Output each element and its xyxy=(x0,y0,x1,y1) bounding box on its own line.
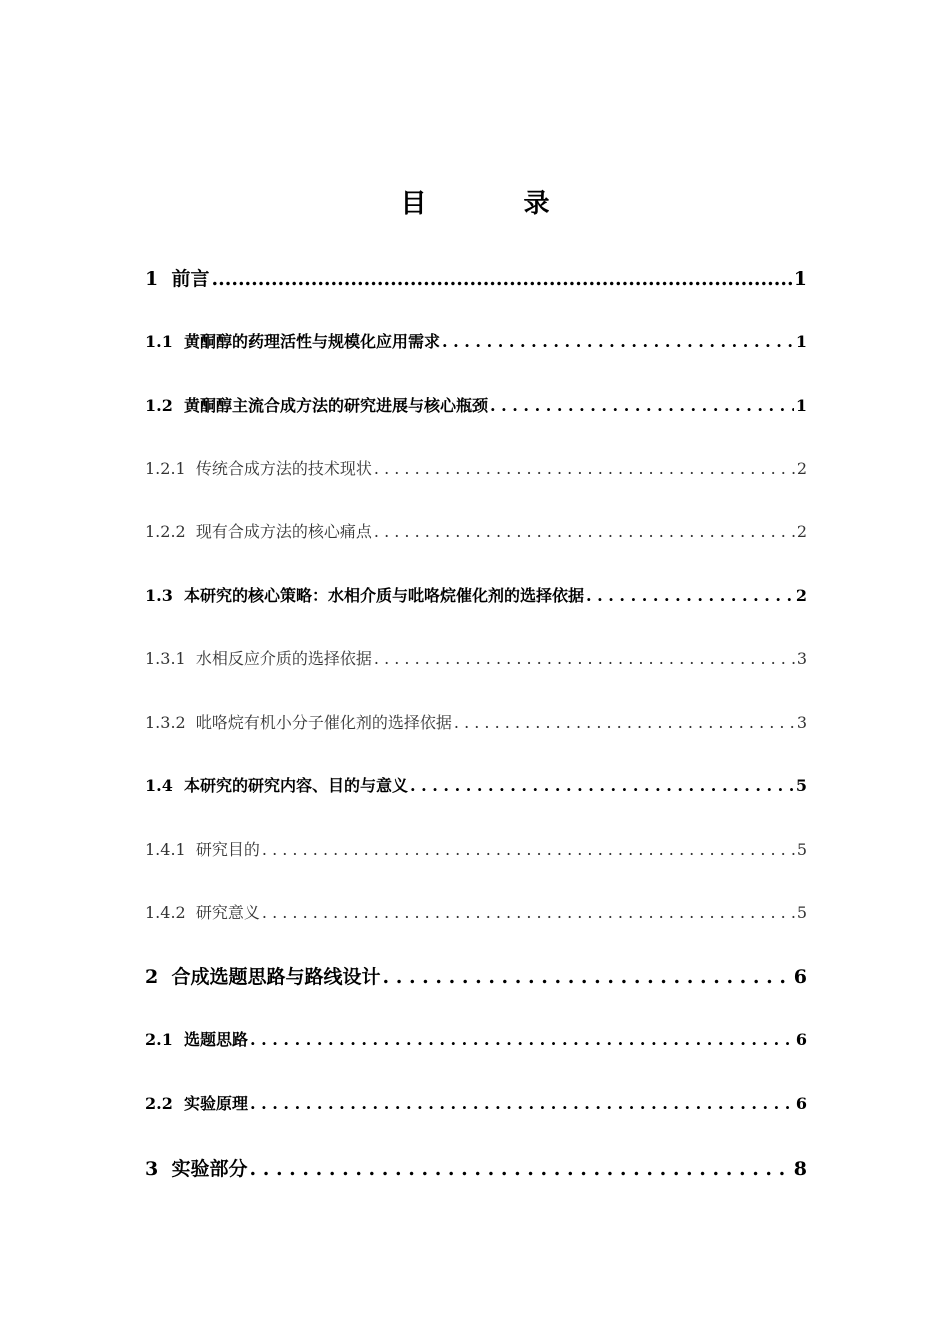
toc-page-number: 3 xyxy=(796,649,807,668)
toc-page-number: 5 xyxy=(795,776,807,795)
toc-page-number: 6 xyxy=(795,1030,807,1049)
toc-leader-dots xyxy=(250,1030,794,1049)
toc-leader-dots xyxy=(490,396,794,415)
toc-entry-label: 1.3 本研究的核心策略：水相介质与吡咯烷催化剂的选择依据 xyxy=(145,586,584,605)
toc-leader-dots xyxy=(262,840,795,859)
toc-entry-label: 2.2 实验原理 xyxy=(145,1094,248,1113)
toc-entry-label: 1.2.1 传统合成方法的技术现状 xyxy=(145,459,372,478)
toc-leader-dots xyxy=(382,966,791,988)
toc-leader-dots xyxy=(586,586,794,605)
toc-page-number: 5 xyxy=(796,840,807,859)
toc-entry-1-1[interactable] xyxy=(145,329,807,352)
toc-entry-1-3-2[interactable] xyxy=(145,710,807,733)
toc-page-number: 8 xyxy=(793,1158,807,1180)
toc-page-number: 1 xyxy=(795,396,807,415)
toc-entry-1[interactable] xyxy=(145,264,807,291)
toc-leader-dots xyxy=(211,268,791,290)
toc-leader-dots xyxy=(374,522,795,541)
toc-entry-label: 2 合成选题思路与路线设计 xyxy=(145,966,381,988)
toc-entry-label: 1.3.1 水相反应介质的选择依据 xyxy=(145,649,372,668)
toc-page-number: 5 xyxy=(796,903,807,922)
toc-page-number: 2 xyxy=(796,459,807,478)
toc-entry-label: 1.4.1 研究目的 xyxy=(145,840,260,859)
toc-entry-1-4[interactable] xyxy=(145,773,807,796)
toc-page-number: 1 xyxy=(793,268,807,290)
toc-entry-3[interactable] xyxy=(145,1154,807,1181)
toc-page-number: 2 xyxy=(796,522,807,541)
toc-entry-label: 1.3.2 吡咯烷有机小分子催化剂的选择依据 xyxy=(145,713,452,732)
toc-entry-label: 3 实验部分 xyxy=(145,1158,248,1180)
toc-entry-label: 2.1 选题思路 xyxy=(145,1030,248,1049)
toc-page-number: 3 xyxy=(796,713,807,732)
toc-leader-dots xyxy=(410,776,794,795)
toc-entry-label: 1.2 黄酮醇主流合成方法的研究进展与核心瓶颈 xyxy=(145,396,488,415)
toc-page-number: 1 xyxy=(795,332,807,351)
page-title: 目 录 xyxy=(400,189,594,219)
toc-entry-1-4-1[interactable] xyxy=(145,837,807,860)
toc-leader-dots xyxy=(249,1158,791,1180)
toc-entry-label: 1.2.2 现有合成方法的核心痛点 xyxy=(145,522,372,541)
toc-leader-dots xyxy=(262,903,795,922)
toc-leader-dots xyxy=(454,713,795,732)
toc-entry-1-4-2[interactable] xyxy=(145,900,807,923)
toc-entry-1-2[interactable] xyxy=(145,393,807,416)
toc-entry-1-2-1[interactable] xyxy=(145,456,807,479)
toc-entry-label: 1 前言 xyxy=(145,268,210,290)
toc-entry-2[interactable] xyxy=(145,962,807,989)
toc-entry-2-2[interactable] xyxy=(145,1091,807,1114)
toc-leader-dots xyxy=(250,1094,794,1113)
toc-entry-1-3[interactable] xyxy=(145,583,807,606)
toc-entry-1-3-1[interactable] xyxy=(145,646,807,669)
toc-page-number: 2 xyxy=(795,586,807,605)
toc-entry-label: 1.4 本研究的研究内容、目的与意义 xyxy=(145,776,408,795)
toc-entry-2-1[interactable] xyxy=(145,1027,807,1050)
toc-page-number: 6 xyxy=(793,966,807,988)
toc-entry-1-2-2[interactable] xyxy=(145,519,807,542)
toc-leader-dots xyxy=(442,332,794,351)
toc-leader-dots xyxy=(374,459,795,478)
toc-entry-label: 1.1 黄酮醇的药理活性与规模化应用需求 xyxy=(145,332,440,351)
toc-entry-label: 1.4.2 研究意义 xyxy=(145,903,260,922)
toc-page-number: 6 xyxy=(795,1094,807,1113)
toc-leader-dots xyxy=(374,649,795,668)
